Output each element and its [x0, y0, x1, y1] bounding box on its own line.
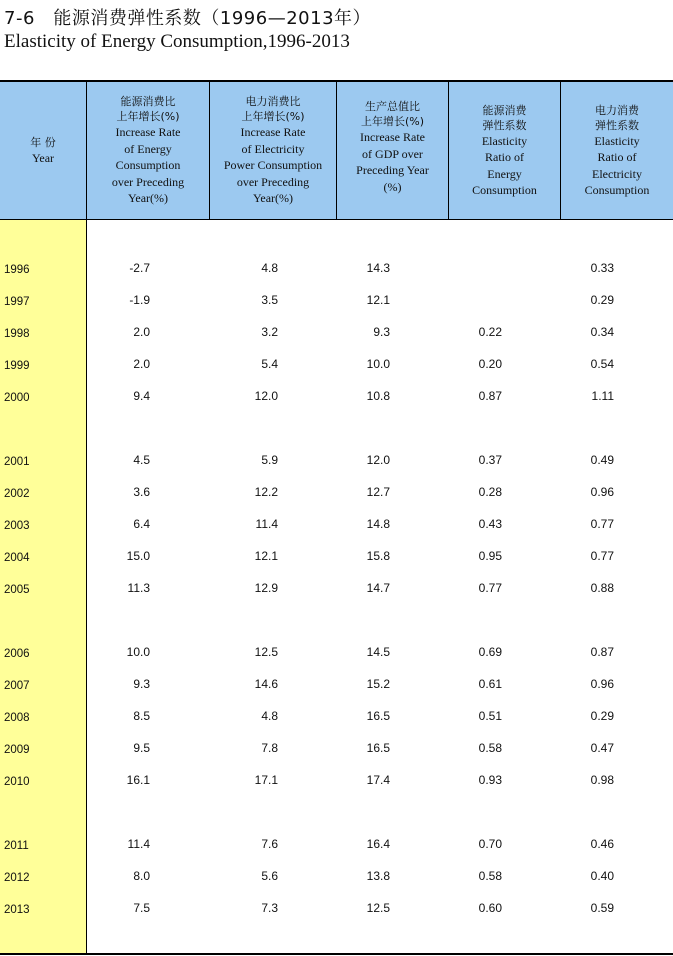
- energy-elasticity-cell: 0.60: [478, 901, 502, 915]
- energy-increase-cell: 7.5: [133, 901, 150, 915]
- year-cell: 2002: [4, 488, 30, 500]
- year-cell: 2004: [4, 552, 30, 564]
- header-text: of GDP over: [362, 146, 423, 161]
- gdp-increase-cell: 15.2: [366, 677, 390, 691]
- energy-increase-cell: 9.4: [133, 389, 150, 403]
- gdp-increase-cell: 12.5: [366, 901, 390, 915]
- energy-increase-cell: 9.5: [133, 741, 150, 755]
- power-elasticity-cell: 0.59: [590, 901, 614, 915]
- header-text: 上年增长(%): [360, 115, 425, 128]
- header-text: Increase Rate: [240, 125, 306, 140]
- power-increase-cell: 5.4: [261, 357, 278, 371]
- power-increase-cell: 12.5: [254, 645, 278, 659]
- gdp-increase-cell: 16.5: [366, 709, 390, 723]
- header-energy-elasticity: [448, 82, 560, 219]
- year-cell: 2006: [4, 648, 30, 660]
- energy-increase-cell: 15.0: [126, 549, 150, 563]
- energy-elasticity-cell: 0.37: [478, 453, 502, 467]
- energy-increase-cell: -2.7: [129, 261, 150, 275]
- year-cell: 2007: [4, 680, 30, 692]
- power-elasticity-cell: 0.96: [590, 485, 614, 499]
- power-increase-cell: 5.9: [261, 453, 278, 467]
- header-text: 弹性系数: [482, 118, 527, 132]
- energy-increase-cell: 6.4: [133, 517, 150, 531]
- header-text: Elasticity: [594, 133, 640, 148]
- energy-increase-cell: 8.0: [133, 869, 150, 883]
- header-text: 上年增长(%): [241, 110, 305, 124]
- energy-elasticity-cell: 0.28: [478, 485, 502, 499]
- energy-elasticity-cell: 0.93: [478, 773, 502, 787]
- year-cell: 2003: [4, 520, 30, 532]
- power-elasticity-cell: 0.77: [590, 517, 614, 531]
- year-cell: 2001: [4, 456, 30, 468]
- power-elasticity-cell: 0.77: [590, 549, 614, 563]
- energy-increase-cell: 8.5: [133, 709, 150, 723]
- year-cell: 2000: [4, 392, 30, 404]
- year-cell: 2008: [4, 712, 30, 724]
- energy-elasticity-cell: 0.77: [478, 581, 502, 595]
- gdp-increase-cell: 10.0: [366, 357, 390, 371]
- table-title-cn: 7-6 能源消费弹性系数（1996—2013年）: [4, 8, 372, 29]
- gdp-increase-cell: 10.8: [366, 389, 390, 403]
- header-text: Preceding Year: [356, 163, 429, 177]
- gdp-increase-cell: 13.8: [366, 869, 390, 883]
- power-increase-cell: 12.9: [254, 581, 278, 595]
- year-cell: 2009: [4, 744, 30, 756]
- year-cell: 2011: [4, 840, 29, 852]
- header-year-en: Year: [31, 150, 55, 165]
- power-elasticity-cell: 0.47: [590, 741, 614, 755]
- header-power-increase: [209, 82, 336, 219]
- header-text: Power Consumption: [223, 158, 323, 173]
- gdp-increase-cell: 12.0: [366, 453, 390, 467]
- power-increase-cell: 17.1: [254, 773, 278, 787]
- header-text: Ratio of: [597, 150, 637, 164]
- header-text: Increase Rate: [360, 130, 425, 144]
- header-text: 弹性系数: [595, 118, 639, 132]
- power-increase-cell: 12.2: [254, 485, 278, 499]
- power-increase-cell: 4.8: [261, 261, 278, 275]
- gdp-increase-cell: 14.7: [366, 581, 390, 595]
- gdp-increase-cell: 14.5: [366, 645, 390, 659]
- energy-elasticity-cell: 0.61: [478, 677, 502, 691]
- energy-increase-cell: 11.3: [127, 581, 150, 595]
- power-elasticity-cell: 0.29: [590, 709, 614, 723]
- gdp-increase-cell: 12.1: [366, 293, 390, 307]
- energy-elasticity-cell: 0.22: [478, 325, 502, 339]
- power-elasticity-cell: 1.11: [591, 389, 614, 403]
- year-cell: 2012: [4, 872, 30, 884]
- power-increase-cell: 7.8: [261, 741, 278, 755]
- energy-elasticity-cell: 0.20: [478, 357, 502, 371]
- energy-increase-cell: -1.9: [129, 293, 150, 307]
- power-increase-cell: 11.4: [255, 517, 278, 531]
- energy-elasticity-cell: 0.87: [478, 389, 502, 403]
- header-text: over Preceding: [236, 174, 310, 189]
- year-cell: 1999: [4, 360, 30, 372]
- header-year: [0, 82, 86, 219]
- power-elasticity-cell: 0.46: [590, 837, 614, 851]
- table-header: [0, 82, 673, 220]
- power-elasticity-cell: 0.40: [590, 869, 614, 883]
- power-increase-cell: 7.3: [261, 901, 278, 915]
- energy-elasticity-cell: 0.95: [478, 549, 502, 563]
- power-increase-cell: 3.5: [261, 293, 278, 307]
- header-text: Ratio of: [485, 150, 524, 164]
- power-increase-cell: 12.0: [254, 389, 278, 403]
- power-elasticity-cell: 0.87: [590, 645, 614, 659]
- header-text: Consumption: [115, 158, 181, 173]
- header-text: Year(%): [127, 191, 169, 206]
- energy-elasticity-cell: 0.58: [478, 869, 502, 883]
- header-text: Elasticity: [481, 133, 528, 148]
- power-increase-cell: 4.8: [261, 709, 278, 723]
- header-text: 能源消费: [482, 103, 527, 117]
- header-text: Electricity: [592, 166, 642, 181]
- energy-elasticity-cell: 0.58: [478, 741, 502, 755]
- year-cell: 2005: [4, 584, 30, 596]
- energy-elasticity-cell: 0.43: [478, 517, 502, 531]
- header-text: 上年增长(%): [116, 110, 180, 124]
- header-text: of Electricity: [241, 141, 305, 156]
- power-elasticity-cell: 0.98: [590, 773, 614, 787]
- year-cell: 2013: [4, 904, 30, 916]
- power-elasticity-cell: 0.88: [590, 581, 614, 595]
- header-text: of Energy: [124, 141, 172, 156]
- energy-increase-cell: 9.3: [133, 677, 150, 691]
- header-gdp-increase: [336, 82, 448, 219]
- energy-increase-cell: 2.0: [133, 325, 150, 339]
- year-cell: 2010: [4, 776, 30, 788]
- power-increase-cell: 12.1: [254, 549, 278, 563]
- energy-elasticity-cell: 0.51: [478, 709, 502, 723]
- power-increase-cell: 3.2: [261, 325, 278, 339]
- energy-increase-cell: 4.5: [133, 453, 150, 467]
- power-elasticity-cell: 0.34: [590, 325, 614, 339]
- energy-increase-cell: 3.6: [133, 485, 150, 499]
- gdp-increase-cell: 14.3: [366, 261, 390, 275]
- header-text: 电力消费: [595, 103, 639, 117]
- header-text: Consumption: [584, 183, 650, 197]
- energy-increase-cell: 2.0: [133, 357, 150, 371]
- header-text: 电力消费比: [245, 95, 301, 109]
- energy-elasticity-cell: 0.70: [478, 837, 502, 851]
- power-elasticity-cell: 0.33: [590, 261, 614, 275]
- header-text: Year(%): [252, 191, 294, 206]
- gdp-increase-cell: 15.8: [366, 549, 390, 563]
- header-text: (%): [383, 179, 402, 194]
- power-increase-cell: 7.6: [261, 837, 278, 851]
- header-text: 能源消费比: [120, 95, 176, 109]
- bottom-rule: [0, 953, 673, 955]
- gdp-increase-cell: 14.8: [366, 517, 390, 531]
- gdp-increase-cell: 16.5: [366, 741, 390, 755]
- header-text: Energy: [487, 166, 522, 181]
- power-elasticity-cell: 0.96: [590, 677, 614, 691]
- power-increase-cell: 14.6: [254, 677, 278, 691]
- table-title-en: Elasticity of Energy Consumption,1996-2013: [4, 31, 350, 52]
- header-power-elasticity: [560, 82, 673, 219]
- energy-increase-cell: 16.1: [126, 773, 150, 787]
- year-cell: 1996: [4, 264, 30, 276]
- header-text: Increase Rate: [115, 125, 181, 140]
- year-cell: 1998: [4, 328, 30, 340]
- header-text: 生产总值比: [365, 100, 420, 113]
- header-year-cn: 年 份: [30, 135, 56, 149]
- header-text: Consumption: [472, 183, 537, 197]
- energy-elasticity-cell: 0.69: [478, 645, 502, 659]
- energy-increase-cell: 11.4: [127, 837, 150, 851]
- year-cell: 1997: [4, 296, 30, 308]
- power-elasticity-cell: 0.54: [590, 357, 614, 371]
- gdp-increase-cell: 9.3: [373, 325, 390, 339]
- header-text: over Preceding: [111, 174, 185, 189]
- power-elasticity-cell: 0.49: [590, 453, 614, 467]
- power-increase-cell: 5.6: [261, 869, 278, 883]
- gdp-increase-cell: 17.4: [366, 773, 390, 787]
- power-elasticity-cell: 0.29: [590, 293, 614, 307]
- header-energy-increase: [86, 82, 209, 219]
- gdp-increase-cell: 16.4: [366, 837, 390, 851]
- energy-increase-cell: 10.0: [126, 645, 150, 659]
- gdp-increase-cell: 12.7: [366, 485, 390, 499]
